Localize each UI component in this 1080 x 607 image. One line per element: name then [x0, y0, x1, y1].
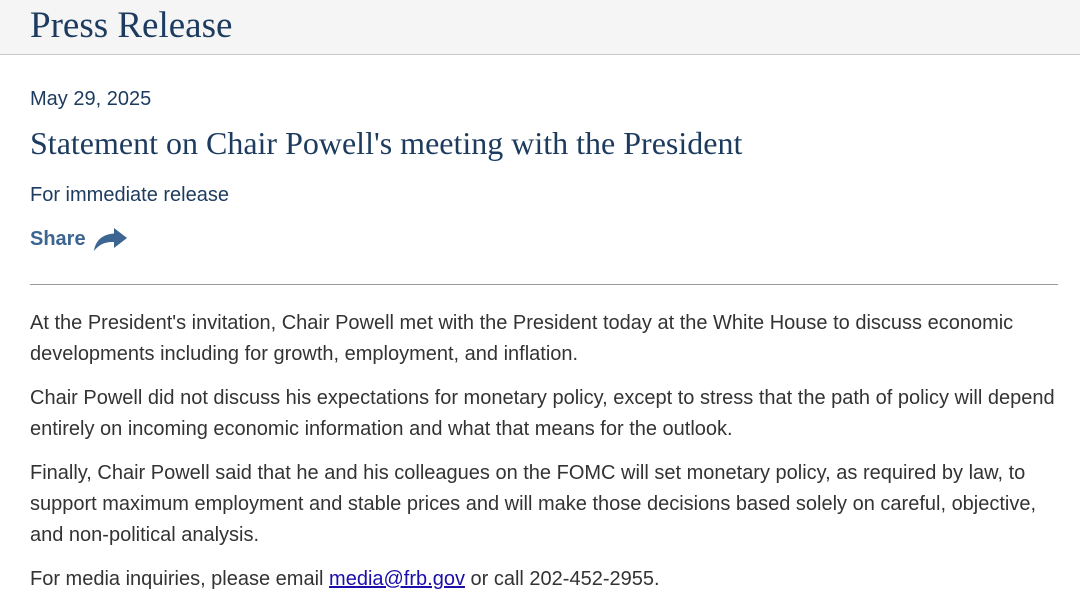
release-date: May 29, 2025 [30, 88, 152, 110]
body-paragraph: Finally, Chair Powell said that he and his colleagues on the FOMC will set monetary policy, as required by law, to support maximum employment and stable prices and will make those decisions based solely on careful, objective, and non-political analysis. [30, 462, 1037, 546]
page-header [0, 0, 1080, 55]
article-title: Statement on Chair Powell's meeting with the President [30, 125, 743, 161]
media-contact-prefix: For media inquiries, please email [30, 568, 330, 590]
body-paragraph: At the President's invitation, Chair Powell met with the President today at the White House to discuss economic developments including for growth, employment, and inflation. [30, 312, 1014, 365]
media-email-link[interactable]: media@frb.gov [329, 568, 465, 590]
share-arrow-icon [93, 226, 128, 252]
media-contact-suffix: or call 202-452-2955. [464, 568, 660, 590]
page-header-title: Press Release [30, 5, 233, 46]
share-button[interactable] [30, 225, 128, 253]
release-note: For immediate release [30, 184, 229, 206]
body-paragraph: Chair Powell did not discuss his expectations for monetary policy, except to stress that the path of policy will depend entirely on incoming economic information and what that means for the outlook. [30, 387, 1055, 440]
section-divider [30, 284, 1058, 285]
media-contact [30, 564, 1058, 595]
article-body [30, 308, 1058, 607]
share-label: Share [30, 228, 86, 250]
